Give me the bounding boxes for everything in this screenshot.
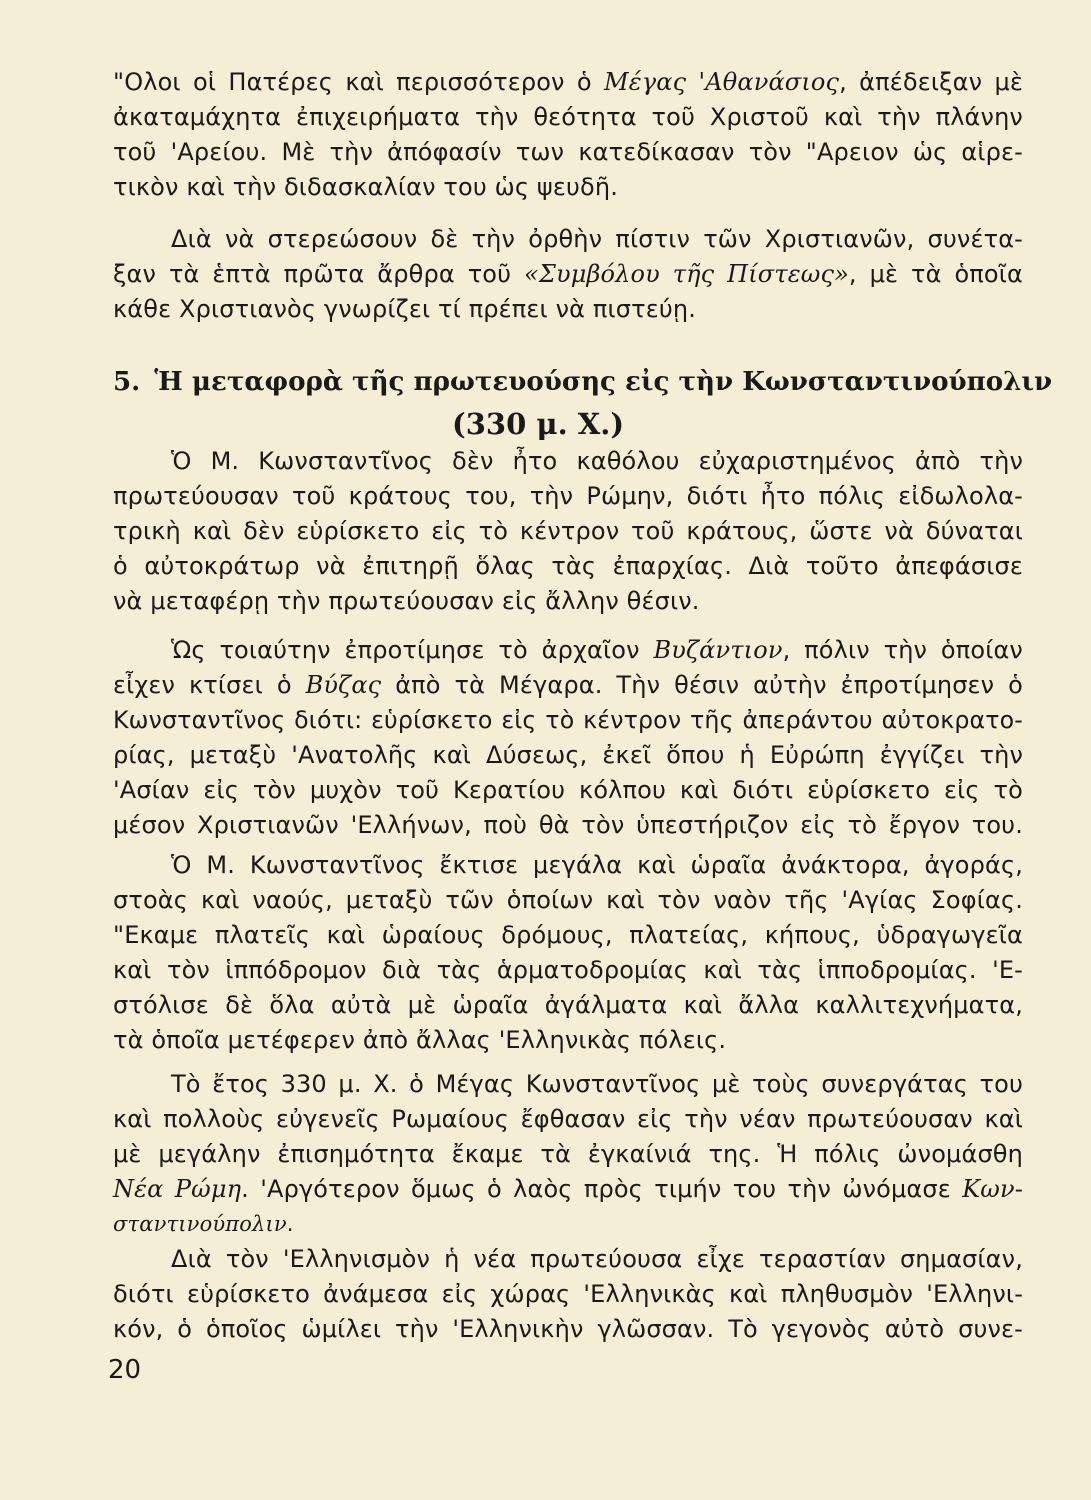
- text-line: εἶχεν κτίσει ὁ Βύζας ἀπὸ τὰ Μέγαρα. Τὴν θέσιν αὐτὴν ἐπροτίμησεν ὁ: [113, 671, 1023, 699]
- paragraph-creed: [113, 222, 1023, 327]
- text-line: μέσον Χριστιανῶν 'Ελλήνων, ποὺ θὰ τὸν ὑπεστήριζον εἰς τὸ ἔργον του.: [113, 811, 1023, 839]
- section-date: [452, 404, 624, 444]
- text-line: Ὡς τοιαύτην ἐπροτίμησε τὸ ἀρχαῖον Βυζάντιον, πόλιν τὴν ὁποίαν: [171, 636, 1023, 664]
- paragraph-fathers: [113, 65, 1023, 205]
- text-line: πρωτεύουσαν τοῦ κράτους του, τὴν Ρώμην, διότι ἦτο πόλις εἰδωλολα-: [113, 482, 1023, 510]
- text-line: καὶ τὸν ἱππόδρομον διὰ τὰς ἁρματοδρομίας καὶ τὰς ἱπποδρομίας. 'Ε-: [113, 956, 1023, 984]
- text-line: κόν, ὁ ὁποῖος ὡμίλει τὴν 'Ελληνικὴν γλῶσσαν. Τὸ γεγονὸς αὐτὸ συνε-: [113, 1315, 1023, 1343]
- text-line: ἀκαταμάχητα ἐπιχειρήματα τὴν θεότητα τοῦ Χριστοῦ καὶ τὴν πλάνην: [113, 103, 1023, 131]
- text-line: Νέα Ρώμη. 'Αργότερον ὅμως ὁ λαὸς πρὸς τιμήν του τὴν ὠνόμασε Κων-: [113, 1175, 1023, 1203]
- text-line: καὶ πολλοὺς εὐγενεῖς Ρωμαίους ἔφθασαν εἰς τὴν νέαν πρωτεύουσαν καὶ: [113, 1105, 1023, 1133]
- text-line: ρίας, μεταξὺ 'Ανατολῆς καὶ Δύσεως, ἐκεῖ ὅπου ἡ Εὐρώπη ἐγγίζει τὴν: [113, 741, 1023, 769]
- text-line: τοῦ 'Αρείου. Μὲ τὴν ἀπόφασίν των κατεδίκασαν τὸν "Αρειον ὡς αἱρε-: [113, 138, 1023, 166]
- text-line: Ὁ Μ. Κωνσταντῖνος ἔκτισε μεγάλα καὶ ὡραῖα ἀνάκτορα, ἀγοράς,: [171, 851, 1023, 879]
- text-line: ὁ αὐτοκράτωρ νὰ ἐπιτηρῇ ὅλας τὰς ἐπαρχίας. Διὰ τοῦτο ἀπεφάσισε: [113, 552, 1023, 580]
- paragraph-buildings: [113, 848, 1023, 1058]
- section-date-text: (330 μ. Χ.): [452, 407, 625, 441]
- text-line: Κωνσταντῖνος διότι: εὑρίσκετο εἰς τὸ κέντρον τῆς ἀπεράντου αὐτοκρατο-: [113, 706, 1023, 734]
- text-line: 'Ασίαν εἰς τὸν μυχὸν τοῦ Κερατίου κόλπου καὶ διότι εὑρίσκετο εἰς τὸ: [113, 776, 1023, 804]
- text-line: τὰ ὁποῖα μετέφερεν ἀπὸ ἄλλας 'Ελληνικὰς πόλεις.: [113, 1026, 727, 1054]
- text-line: σταντινούπολιν.: [113, 1212, 294, 1236]
- text-line: νὰ μεταφέρῃ τὴν πρωτεύουσαν εἰς ἄλλην θέσιν.: [113, 587, 700, 615]
- text-line: Διὰ τὸν 'Ελληνισμὸν ἡ νέα πρωτεύουσα εἶχε τεραστίαν σημασίαν,: [171, 1245, 1023, 1273]
- section-heading: [113, 362, 1053, 402]
- section-number: 5.: [113, 366, 141, 397]
- text-line: ξαν τὰ ἑπτὰ πρῶτα ἄρθρα τοῦ «Συμβόλου τῆς Πίστεως», μὲ τὰ ὁποῖα: [113, 260, 1023, 288]
- text-line: "Ολοι οἱ Πατέρες καὶ περισσότερον ὁ Μέγας 'Αθανάσιος, ἀπέδειξαν μὲ: [113, 68, 1023, 96]
- paragraph-inauguration: [113, 1067, 1023, 1242]
- paragraph-rome: [113, 444, 1023, 619]
- text-line: Διὰ νὰ στερεώσουν δὲ τὴν ὀρθὴν πίστιν τῶν Χριστιανῶν, συνέτα-: [171, 225, 1023, 253]
- text-line: μὲ μεγάλην ἐπισημότητα ἔκαμε τὰ ἐγκαίνιά της. Ἡ πόλις ὠνομάσθη: [113, 1140, 1023, 1168]
- text-line: Ὁ Μ. Κωνσταντῖνος δὲν ἦτο καθόλου εὐχαριστημένος ἀπὸ τὴν: [171, 447, 1023, 475]
- section-title: Ἡ μεταφορὰ τῆς πρωτευούσης εἰς τὴν Κωνσταντινούπολιν: [154, 366, 1053, 397]
- text-line: τρικὴ καὶ δὲν εὑρίσκετο εἰς τὸ κέντρον τοῦ κράτους, ὥστε νὰ δύναται: [113, 517, 1023, 545]
- paragraph-hellenism: [113, 1242, 1023, 1347]
- text-line: "Εκαμε πλατεῖς καὶ ὡραίους δρόμους, πλατείας, κήπους, ὑδραγωγεῖα: [113, 921, 1023, 949]
- text-line: στόλισε δὲ ὅλα αὐτὰ μὲ ὡραῖα ἀγάλματα καὶ ἄλλα καλλιτεχνήματα,: [113, 991, 1023, 1019]
- text-line: στοὰς καὶ ναούς, μεταξὺ τῶν ὁποίων καὶ τὸν ναὸν τῆς 'Αγίας Σοφίας.: [113, 886, 1023, 914]
- text-line: διότι εὑρίσκετο ἀνάμεσα εἰς χώρας 'Ελληνικὰς καὶ πληθυσμὸν 'Ελληνι-: [113, 1280, 1023, 1308]
- text-line: τικὸν καὶ τὴν διδασκαλίαν του ὡς ψευδῆ.: [113, 173, 619, 201]
- page-number: 20: [108, 1355, 142, 1385]
- paragraph-byzantium: [113, 633, 1023, 843]
- text-line: κάθε Χριστιανὸς γνωρίζει τί πρέπει νὰ πιστεύῃ.: [113, 295, 697, 323]
- text-line: Τὸ ἔτος 330 μ. Χ. ὁ Μέγας Κωνσταντῖνος μὲ τοὺς συνεργάτας του: [171, 1070, 1023, 1098]
